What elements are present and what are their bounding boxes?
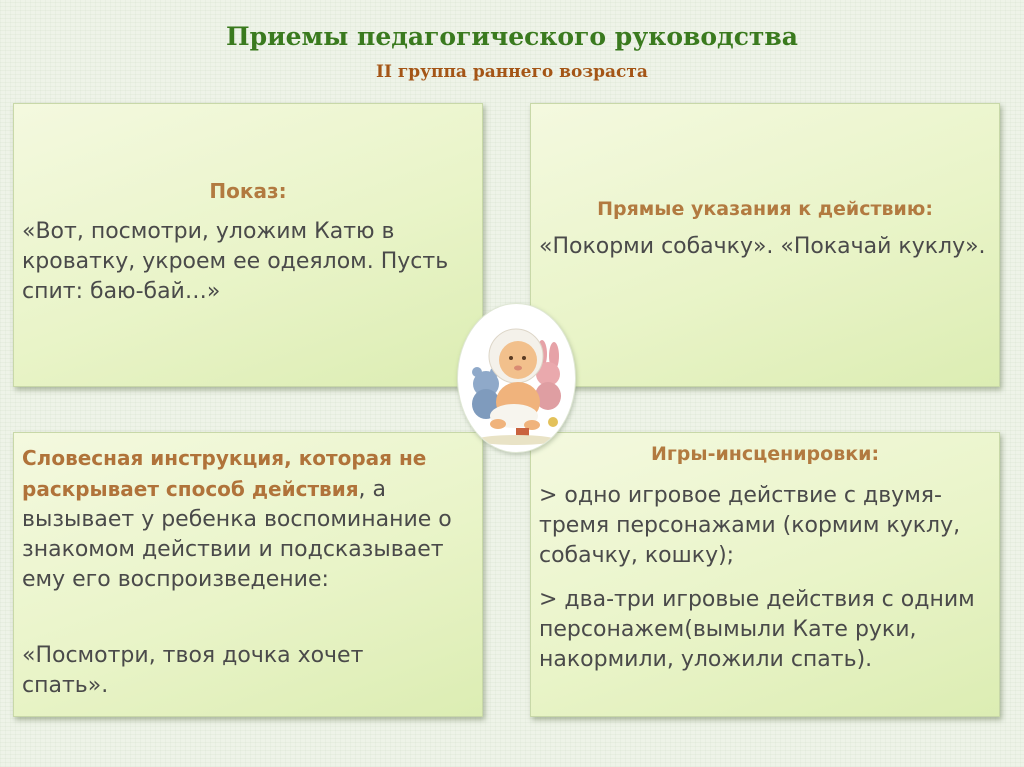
card-show	[13, 103, 483, 387]
card-verbal-quote: «Посмотри, твоя дочка хочет спать».	[22, 643, 364, 698]
card-verbal-text-block	[22, 443, 477, 595]
card-show-text: «Вот, посмотри, уложим Катю в кроватку, укроем ее одеялом. Пусть спит: баю-бай…»	[22, 219, 449, 304]
slide-title: Приемы педагогического руководства	[226, 22, 798, 51]
baby-with-toys-icon	[457, 303, 576, 453]
card-verbal-instruction	[13, 432, 483, 717]
card-games-heading: Игры-инсценировки:	[650, 443, 880, 465]
card-verbal-highlight: Словесная инструкция, которая не раскрывает способ действия	[22, 446, 427, 501]
card-show-heading: Показ:	[209, 179, 287, 203]
card-direct-heading: Прямые указания к действию:	[597, 198, 933, 220]
card-direct-text: «Покорми собачку». «Покачай куклу».	[539, 234, 986, 259]
card-direct-instructions	[530, 103, 1000, 387]
card-games-item-2: > два-три игровые действия с одним персонажем(вымыли Кате руки, накормили, уложили спать).	[539, 587, 975, 672]
card-verbal-text: , а вызывает у ребенка воспоминание о знакомом действии и подсказывает ему его воспроизведение:	[22, 477, 452, 592]
card-games	[530, 432, 1000, 717]
slide-subtitle: II группа раннего возраста	[376, 62, 648, 82]
card-games-item-1: > одно игровое действие с двумя-тремя персонажами (кормим куклу, собачку, кошку);	[539, 483, 961, 568]
